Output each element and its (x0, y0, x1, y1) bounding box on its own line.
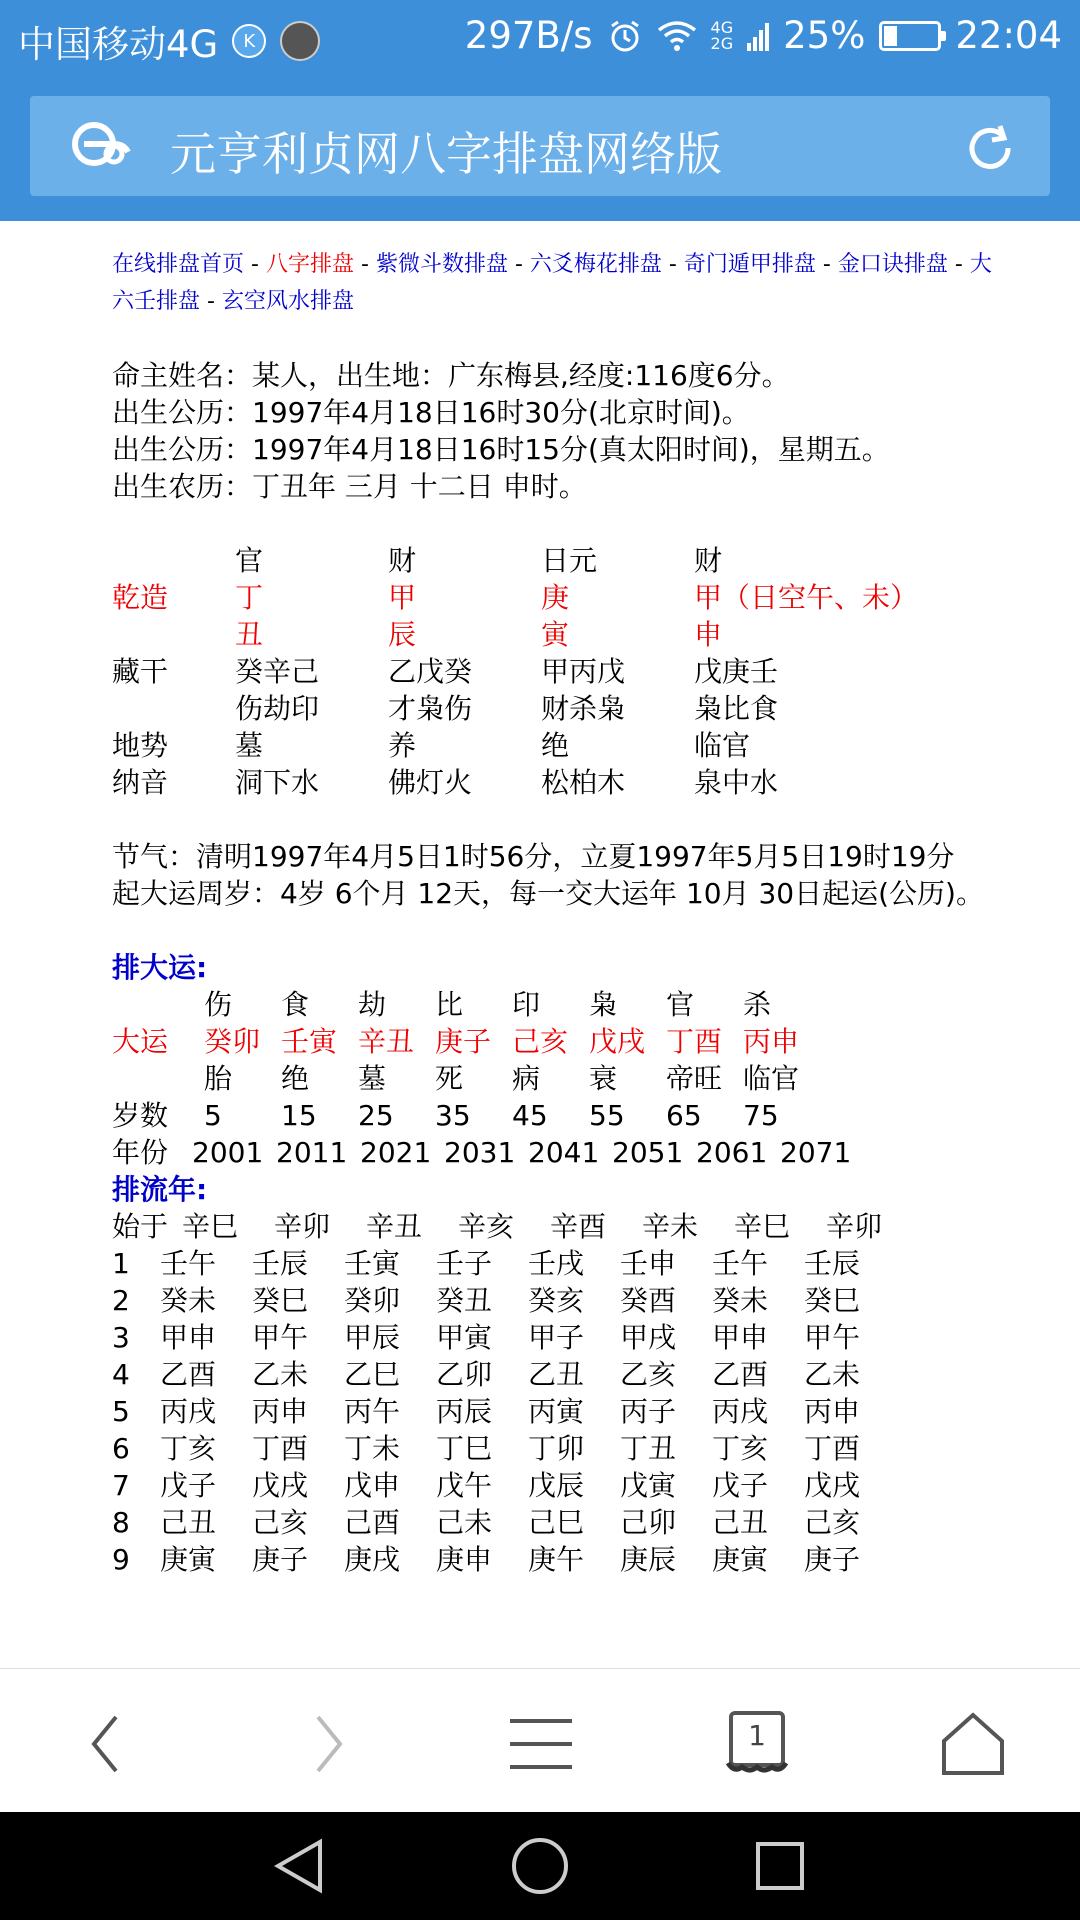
liunian-cell: 丙子 (620, 1395, 677, 1428)
dayun-cell: 墓 (358, 1062, 387, 1095)
liunian-cell: 庚辰 (620, 1543, 677, 1576)
bazi-cell: 乙戊癸 (388, 655, 473, 688)
dayun-cell: 65 (666, 1099, 702, 1132)
bazi-cell: 日元 (541, 544, 598, 577)
browser-header (0, 76, 1080, 221)
bazi-cell: 申 (694, 618, 723, 651)
liunian-cell: 1 (112, 1247, 130, 1280)
bazi-cell: 墓 (235, 729, 264, 762)
liunian-cell: 丁未 (344, 1432, 401, 1465)
dayun-cell: 丁酉 (666, 1025, 723, 1058)
liunian-cell: 乙巳 (344, 1358, 401, 1391)
avatar-icon (280, 21, 320, 61)
dayun-gods-row (112, 986, 992, 1023)
dayun-cell: 枭 (589, 988, 618, 1021)
bazi-cell (112, 616, 235, 653)
liunian-cell: 癸巳 (252, 1284, 309, 1317)
system-nav-bar (0, 1812, 1080, 1920)
liunian-cell: 戊戌 (804, 1469, 861, 1502)
dayun-cell: 年份 (112, 1136, 169, 1169)
nav-link-home[interactable]: 在线排盘首页 (112, 252, 245, 277)
network-type (710, 17, 734, 53)
liunian-cell: 丁卯 (528, 1432, 585, 1465)
nav-link-ziwei[interactable]: 紫微斗数排盘 (375, 252, 508, 277)
liunian-cell: 5 (112, 1395, 130, 1428)
liunian-header-row (112, 1208, 992, 1245)
liunian-cell: 己丑 (712, 1506, 769, 1539)
dayun-states-row (112, 1060, 992, 1097)
liunian-cell: 癸未 (712, 1284, 769, 1317)
dayun-cell: 己亥 (512, 1025, 569, 1058)
dayun-cell: 比 (435, 988, 464, 1021)
liunian-cell: 7 (112, 1469, 130, 1502)
dayun-cell: 帝旺 (666, 1062, 723, 1095)
dayun-cell: 15 (281, 1099, 317, 1132)
liunian-cell: 辛卯 (274, 1210, 331, 1243)
qiyun-text: 起大运周岁：4岁 6个月 12天，每一交大运年 10月 30日起运(公历)。 (112, 877, 984, 910)
dayun-cell: 伤 (204, 988, 233, 1021)
bazi-cell: 藏干 (112, 655, 169, 688)
bazi-cell: 临官 (694, 729, 751, 762)
liunian-cell: 乙未 (804, 1358, 861, 1391)
liunian-row (112, 1504, 992, 1541)
liunian-cell: 丙寅 (528, 1395, 585, 1428)
bazi-cell: 官 (235, 544, 264, 577)
liunian-cell: 丙申 (252, 1395, 309, 1428)
browser-toolbar (0, 1668, 1080, 1813)
dayun-cell (112, 1060, 204, 1097)
liunian-heading: 排流年: (112, 1173, 208, 1206)
nav-back-icon[interactable] (270, 1836, 330, 1896)
net-2g-label: 2G (710, 33, 734, 53)
liunian-cell: 壬辰 (804, 1247, 861, 1280)
info-solar-true: 出生公历：1997年4月18日16时15分(真太阳时间)，星期五。 (112, 433, 890, 466)
bazi-cell: 财杀枭 (541, 692, 626, 725)
liunian-cell: 戊子 (712, 1469, 769, 1502)
liunian-cell: 庚寅 (712, 1543, 769, 1576)
liunian-cell: 癸酉 (620, 1284, 677, 1317)
info-name: 命主姓名：某人，出生地：广东梅县,经度:116度6分。 (112, 359, 790, 392)
liunian-cell: 甲子 (528, 1321, 585, 1354)
liunian-cell: 己酉 (344, 1506, 401, 1539)
bazi-hidden-row (112, 653, 992, 690)
liunian-cell: 乙亥 (620, 1358, 677, 1391)
bazi-cell: 甲丙戊 (541, 655, 626, 688)
bazi-cell: 丑 (235, 618, 264, 651)
nav-link-xuankong[interactable]: 玄空风水排盘 (221, 289, 354, 314)
liunian-cell: 癸未 (160, 1284, 217, 1317)
bazi-cell: 辰 (388, 618, 417, 651)
tabs-button[interactable] (722, 1709, 792, 1779)
liunian-row (112, 1393, 992, 1430)
dayun-cell: 2041 (528, 1136, 600, 1169)
dayun-cell: 丙申 (743, 1025, 800, 1058)
home-icon[interactable] (938, 1709, 1008, 1779)
nav-sep: - (514, 252, 523, 277)
site-nav (112, 246, 992, 320)
dayun-cell: 衰 (589, 1062, 618, 1095)
bazi-cell: 才枭伤 (388, 692, 473, 725)
liunian-cell: 壬申 (620, 1247, 677, 1280)
liunian-cell: 丁巳 (436, 1432, 493, 1465)
dayun-cell: 2031 (444, 1136, 516, 1169)
liunian-cell: 己未 (436, 1506, 493, 1539)
bazi-cell: 癸辛己 (235, 655, 320, 688)
bazi-cell: 洞下水 (235, 766, 320, 799)
bazi-cell: 佛灯火 (388, 766, 473, 799)
dayun-cell: 2051 (612, 1136, 684, 1169)
dayun-cell: 戊戌 (589, 1025, 646, 1058)
nav-recents-icon[interactable] (750, 1836, 810, 1896)
liunian-cell: 壬戌 (528, 1247, 585, 1280)
page-content (112, 246, 992, 1666)
bazi-gods-row (112, 542, 992, 579)
k-app-icon: K (232, 24, 266, 58)
bazi-cell: 松柏木 (541, 766, 626, 799)
liunian-cell: 戊申 (344, 1469, 401, 1502)
nav-sep: - (668, 252, 677, 277)
bazi-cell: 戊庚壬 (694, 655, 779, 688)
dayun-cell: 食 (281, 988, 310, 1021)
url-bar[interactable] (30, 96, 1050, 196)
dayun-cell: 死 (435, 1062, 464, 1095)
dayun-cell: 病 (512, 1062, 541, 1095)
nav-link-liuyao[interactable]: 六爻梅花排盘 (529, 252, 662, 277)
liunian-cell: 3 (112, 1321, 130, 1354)
forward-icon[interactable] (292, 1709, 362, 1779)
bazi-cell: 地势 (112, 729, 169, 762)
signal-icon (747, 21, 769, 51)
liunian-row (112, 1467, 992, 1504)
dayun-cell: 岁数 (112, 1099, 169, 1132)
liunian-row (112, 1282, 992, 1319)
bazi-cell: 丁 (235, 581, 264, 614)
dayun-cell: 临官 (743, 1062, 800, 1095)
dayun-ganzhi-row (112, 1023, 992, 1060)
liunian-cell: 乙未 (252, 1358, 309, 1391)
bazi-stems-row (112, 579, 992, 616)
tab-count: 1 (748, 1719, 766, 1752)
bazi-cell: 枭比食 (694, 692, 779, 725)
dayun-cell: 杀 (743, 988, 772, 1021)
dayun-cell: 2011 (276, 1136, 348, 1169)
bazi-cell: 泉中水 (694, 766, 779, 799)
jieqi-text: 节气：清明1997年4月5日1时56分，立夏1997年5月5日19时19分 (112, 840, 955, 873)
liunian-cell: 庚申 (436, 1543, 493, 1576)
liunian-cell: 丙戌 (712, 1395, 769, 1428)
liunian-cell: 壬辰 (252, 1247, 309, 1280)
liunian-row (112, 1245, 992, 1282)
dayun-cell: 45 (512, 1099, 548, 1132)
nav-link-jinkoujue[interactable]: 金口诀排盘 (837, 252, 948, 277)
dayun-cell: 癸卯 (204, 1025, 261, 1058)
battery-fill (884, 26, 897, 46)
liunian-cell: 辛巳 (182, 1210, 239, 1243)
menu-icon[interactable] (506, 1709, 576, 1779)
nav-sep: - (207, 289, 215, 314)
info-solar-beijing: 出生公历：1997年4月18日16时30分(北京时间)。 (112, 396, 750, 429)
bazi-cell: 甲 (388, 581, 417, 614)
dayun-cell (112, 986, 204, 1023)
dayun-years-row (112, 1134, 992, 1171)
dayun-cell: 2021 (360, 1136, 432, 1169)
nav-home-icon[interactable] (510, 1836, 570, 1896)
liunian-row (112, 1541, 992, 1578)
liunian-cell: 甲申 (712, 1321, 769, 1354)
liunian-cell: 丁亥 (712, 1432, 769, 1465)
liunian-cell: 辛卯 (826, 1210, 883, 1243)
liunian-cell: 庚戌 (344, 1543, 401, 1576)
dayun-ages-row (112, 1097, 992, 1134)
dayun-cell: 55 (589, 1099, 625, 1132)
nav-sep: - (954, 252, 963, 277)
liunian-cell: 戊辰 (528, 1469, 585, 1502)
liunian-cell: 辛巳 (734, 1210, 791, 1243)
wifi-icon (657, 20, 697, 52)
dayun-cell: 印 (512, 988, 541, 1021)
liunian-cell: 2 (112, 1284, 130, 1317)
browser-logo-icon (70, 118, 132, 174)
liunian-cell: 己丑 (160, 1506, 217, 1539)
dayun-cell: 2071 (780, 1136, 852, 1169)
nav-link-qimen[interactable]: 奇门遁甲排盘 (683, 252, 816, 277)
bazi-cell (112, 690, 235, 727)
nav-link-bazi[interactable]: 八字排盘 (265, 252, 354, 277)
liunian-cell: 甲寅 (436, 1321, 493, 1354)
liunian-cell: 乙丑 (528, 1358, 585, 1391)
liunian-cell: 丁酉 (252, 1432, 309, 1465)
liunian-cell: 庚午 (528, 1543, 585, 1576)
liunian-cell: 甲辰 (344, 1321, 401, 1354)
liunian-cell: 甲午 (804, 1321, 861, 1354)
dayun-cell: 大运 (112, 1025, 169, 1058)
liunian-cell: 戊戌 (252, 1469, 309, 1502)
bazi-cell (112, 542, 235, 579)
liunian-cell: 辛丑 (366, 1210, 423, 1243)
liunian-cell: 庚子 (252, 1543, 309, 1576)
page-title: 元亨利贞网八字排盘网络版 (170, 127, 722, 181)
liunian-cell: 乙酉 (712, 1358, 769, 1391)
liunian-cell: 己亥 (804, 1506, 861, 1539)
network-speed: 297B/s (464, 14, 593, 57)
dayun-cell: 2061 (696, 1136, 768, 1169)
liunian-cell: 戊午 (436, 1469, 493, 1502)
dayun-cell: 5 (204, 1099, 222, 1132)
liunian-cell: 丙戌 (160, 1395, 217, 1428)
bazi-cell: 伤劫印 (235, 692, 320, 725)
liunian-cell: 甲午 (252, 1321, 309, 1354)
liunian-cell: 8 (112, 1506, 130, 1539)
liunian-cell: 己巳 (528, 1506, 585, 1539)
liunian-cell: 辛酉 (550, 1210, 607, 1243)
bazi-branches-row (112, 616, 992, 653)
bazi-cell: 寅 (541, 618, 570, 651)
liunian-cell: 丁酉 (804, 1432, 861, 1465)
liunian-cell: 己亥 (252, 1506, 309, 1539)
liunian-cell: 壬午 (160, 1247, 217, 1280)
dayun-cell: 庚子 (435, 1025, 492, 1058)
liunian-cell: 庚寅 (160, 1543, 217, 1576)
liunian-cell: 丁丑 (620, 1432, 677, 1465)
battery-icon (879, 21, 941, 51)
bazi-nayin-row (112, 764, 992, 801)
bazi-cell: 绝 (541, 729, 570, 762)
dayun-cell: 辛丑 (358, 1025, 415, 1058)
battery-percent: 25% (783, 14, 866, 57)
nav-sep: - (822, 252, 831, 277)
liunian-rows (112, 1245, 992, 1578)
bazi-terrain-row (112, 727, 992, 764)
dayun-cell: 25 (358, 1099, 394, 1132)
liunian-cell: 戊子 (160, 1469, 217, 1502)
dayun-cell: 劫 (358, 988, 387, 1021)
nav-link-liuren[interactable]: 大六壬排盘 (112, 252, 992, 314)
bazi-cell: 庚 (541, 581, 570, 614)
bazi-cell: 养 (388, 729, 417, 762)
liunian-cell: 丙辰 (436, 1395, 493, 1428)
dayun-heading: 排大运: (112, 951, 208, 984)
dayun-cell: 2001 (192, 1136, 264, 1169)
liunian-cell: 癸卯 (344, 1284, 401, 1317)
status-bar (0, 0, 1080, 76)
liunian-cell: 乙卯 (436, 1358, 493, 1391)
liunian-cell: 乙酉 (160, 1358, 217, 1391)
liunian-cell: 戊寅 (620, 1469, 677, 1502)
liunian-row (112, 1356, 992, 1393)
nav-sep: - (251, 252, 259, 277)
bazi-cell: 乾造 (112, 581, 169, 614)
dayun-cell: 75 (743, 1099, 779, 1132)
nav-sep: - (360, 252, 369, 277)
liunian-cell: 癸巳 (804, 1284, 861, 1317)
info-lunar: 出生农历：丁丑年 三月 十二日 申时。 (112, 470, 587, 503)
dayun-cell: 壬寅 (281, 1025, 338, 1058)
liunian-cell: 壬寅 (344, 1247, 401, 1280)
bazi-hidden-gods-row (112, 690, 992, 727)
bazi-table (112, 542, 992, 801)
liunian-cell: 己卯 (620, 1506, 677, 1539)
back-icon[interactable] (72, 1709, 142, 1779)
reload-icon[interactable] (964, 122, 1016, 174)
liunian-cell: 6 (112, 1432, 130, 1465)
alarm-icon (607, 18, 643, 54)
bazi-cell: 纳音 (112, 766, 169, 799)
liunian-cell: 庚子 (804, 1543, 861, 1576)
liunian-cell: 甲戌 (620, 1321, 677, 1354)
liunian-cell: 丙申 (804, 1395, 861, 1428)
clock: 22:04 (955, 14, 1062, 57)
liunian-cell: 丙午 (344, 1395, 401, 1428)
dayun-cell: 绝 (281, 1062, 310, 1095)
bazi-cell: 财 (694, 544, 723, 577)
liunian-row (112, 1319, 992, 1356)
dayun-cell: 35 (435, 1099, 471, 1132)
liunian-cell: 癸丑 (436, 1284, 493, 1317)
liunian-cell: 4 (112, 1358, 130, 1391)
liunian-cell: 癸亥 (528, 1284, 585, 1317)
dayun-cell: 官 (666, 988, 695, 1021)
liunian-cell: 辛未 (642, 1210, 699, 1243)
bazi-cell: 财 (388, 544, 417, 577)
liunian-cell: 甲申 (160, 1321, 217, 1354)
liunian-cell: 丁亥 (160, 1432, 217, 1465)
liunian-cell: 辛亥 (458, 1210, 515, 1243)
liunian-cell: 壬午 (712, 1247, 769, 1280)
dayun-cell: 胎 (204, 1062, 233, 1095)
carrier-label: 中国移动4G (18, 23, 219, 66)
liunian-cell: 始于 (112, 1210, 169, 1243)
net-4g-label: 4G (710, 17, 734, 37)
liunian-row (112, 1430, 992, 1467)
bazi-cell: 甲（日空午、未） (694, 581, 919, 614)
liunian-cell: 壬子 (436, 1247, 493, 1280)
liunian-cell: 9 (112, 1543, 130, 1576)
